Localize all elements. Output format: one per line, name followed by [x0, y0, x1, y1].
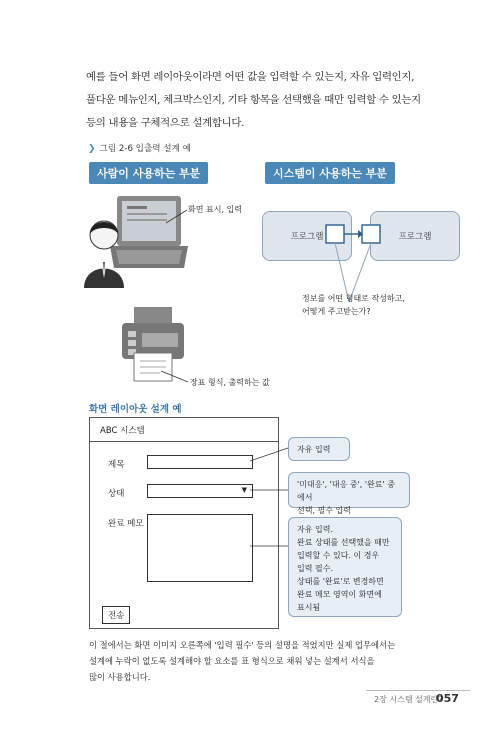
interface-note-line-2: 어떻게 주고받는가?: [302, 307, 371, 316]
note-memo-line: 입력 필수.: [297, 564, 333, 573]
status-field-label: 상태: [108, 489, 125, 499]
note-memo-line: 상태를 '완료'로 변경하면: [297, 577, 384, 586]
note-memo-line: 자유 입력.: [297, 525, 333, 534]
screen-label: 화면 표시, 입력: [188, 205, 242, 214]
report-callout-line: [160, 370, 190, 384]
note-memo-line: 완료 메모 영역이 화면에: [297, 590, 382, 599]
dropdown-arrow-icon: ▼: [241, 486, 247, 494]
note-memo-line: 표시됨: [297, 603, 321, 612]
human-side-header: 사람이 사용하는 부분: [89, 162, 208, 184]
screen-callout-line: [165, 205, 189, 225]
annotation-lines: [250, 440, 290, 580]
note-title-bubble: [288, 437, 350, 461]
footer-line-2: 설계에 누락이 없도록 설계해야 할 요소를 표 형식으로 채워 넣는 설계서 서식을: [89, 656, 375, 666]
program-right-label: 프로그램: [398, 232, 432, 242]
intro-paragraph: [86, 66, 446, 135]
note-status-line-2: 선택, 필수 입력: [297, 506, 351, 515]
footer-line-3: 많이 사용합니다.: [89, 672, 151, 682]
interface-note: [302, 292, 405, 318]
note-memo-line: 입력할 수 있다. 이 경우: [297, 551, 380, 560]
interface-square-right: [362, 225, 380, 243]
footer-paragraph: [89, 637, 419, 685]
layout-window-title: ABC 시스템: [90, 418, 278, 442]
note-status-line-1: '미대응', '대응 중', '완료' 중에서: [297, 480, 396, 502]
intro-line-3: 등의 내용을 구체적으로 설계합니다.: [86, 117, 245, 129]
figure-caption-text: 그림 2-6 입출력 설계 예: [99, 144, 191, 154]
submit-button[interactable]: 전송: [102, 606, 130, 624]
report-label: 장표 형식, 출력하는 값: [190, 378, 270, 387]
note-memo-line: 완료 상태를 선택했을 때만: [297, 538, 390, 547]
note-title-text: 자유 입력: [297, 445, 331, 454]
program-left-label: 프로그램: [290, 232, 324, 242]
interface-square-left: [326, 225, 344, 243]
memo-field-label: 완료 메모: [108, 519, 144, 529]
interface-note-line-1: 정보를 어떤 형태로 작성하고,: [302, 294, 405, 303]
running-title: 2장 시스템 설계란?: [374, 695, 443, 704]
footer-line-1: 이 절에서는 화면 이미지 오른쪽에 '입력 필수' 등의 설명을 적었지만 실제 업무에서는: [89, 640, 396, 650]
intro-line-2: 풀다운 메뉴인지, 체크박스인지, 기타 항목을 선택했을 때만 입력할 수 있는지: [86, 94, 421, 106]
memo-textarea[interactable]: [147, 514, 253, 582]
chevron-down-icon: ❯: [88, 144, 96, 154]
title-field-label: 제목: [108, 460, 125, 470]
status-select[interactable]: [147, 484, 253, 498]
system-side-header: 시스템이 사용하는 부분: [265, 162, 395, 184]
figure-caption: [88, 142, 191, 154]
title-input[interactable]: [147, 455, 253, 469]
page-footer-rule: [366, 690, 470, 691]
layout-section-title: 화면 레이아웃 설계 예: [89, 404, 182, 415]
note-status-bubble: [288, 472, 410, 515]
note-memo-bubble: [288, 517, 402, 617]
page-number: 057: [436, 692, 459, 705]
intro-line-1: 예를 들어 화면 레이아웃이라면 어떤 값을 입력할 수 있는지, 자유 입력인지,: [86, 71, 415, 83]
